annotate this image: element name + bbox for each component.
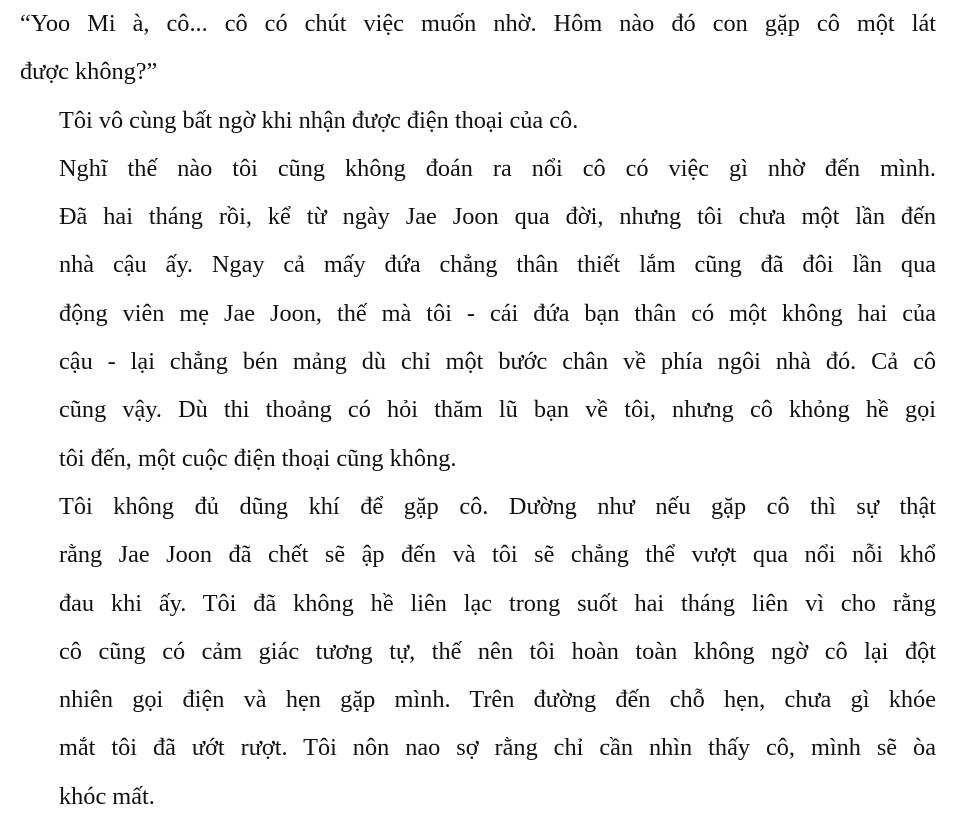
text-line: cũng vậy. Dù thi thoảng có hỏi thăm lũ bạn về tôi, nhưng cô khỏng hề gọi: [59, 396, 936, 424]
paragraph-2: [20, 97, 936, 145]
text-line: tôi đến, một cuộc điện thoại cũng không.: [59, 444, 457, 472]
text-line: nhiên gọi điện và hẹn gặp mình. Trên đường đến chỗ hẹn, chưa gì khóe: [59, 686, 936, 714]
text-line: Nghĩ thế nào tôi cũng không đoán ra nổi cô có việc gì nhờ đến mình.: [59, 154, 936, 182]
text-line: “Yoo Mi à, cô... cô có chút việc muốn nhờ. Hôm nào đó con gặp cô một lát: [20, 10, 936, 37]
text-line: được không?”: [20, 58, 158, 86]
text-line: rằng Jae Joon đã chết sẽ ập đến và tôi sẽ chẳng thể vượt qua nổi nỗi khổ: [59, 541, 936, 569]
paragraph-3: [20, 145, 936, 483]
text-line: động viên mẹ Jae Joon, thế mà tôi - cái đứa bạn thân có một không hai của: [59, 299, 936, 327]
text-line: cô cũng có cảm giác tương tự, thế nên tôi hoàn toàn không ngờ cô lại đột: [59, 637, 936, 665]
text-line: Tôi không đủ dũng khí để gặp cô. Dường như nếu gặp cô thì sự thật: [59, 492, 936, 520]
text-line: mắt tôi đã ướt rượt. Tôi nôn nao sợ rằng chỉ cần nhìn thấy cô, mình sẽ òa: [59, 734, 936, 762]
text-line: cậu - lại chẳng bén mảng dù chỉ một bước chân về phía ngôi nhà đó. Cả cô: [59, 348, 936, 376]
paragraph-1: [20, 0, 936, 97]
paragraph-4: [20, 483, 936, 821]
text-line: khóc mất.: [59, 782, 155, 810]
text-line: đau khi ấy. Tôi đã không hề liên lạc trong suốt hai tháng liên vì cho rằng: [59, 589, 936, 617]
text-line: nhà cậu ấy. Ngay cả mấy đứa chẳng thân thiết lắm cũng đã đôi lần qua: [59, 251, 936, 279]
text-line: Đã hai tháng rồi, kể từ ngày Jae Joon qua đời, nhưng tôi chưa một lần đến: [59, 203, 936, 231]
text-line: Tôi vô cùng bất ngờ khi nhận được điện thoại của cô.: [59, 106, 579, 134]
